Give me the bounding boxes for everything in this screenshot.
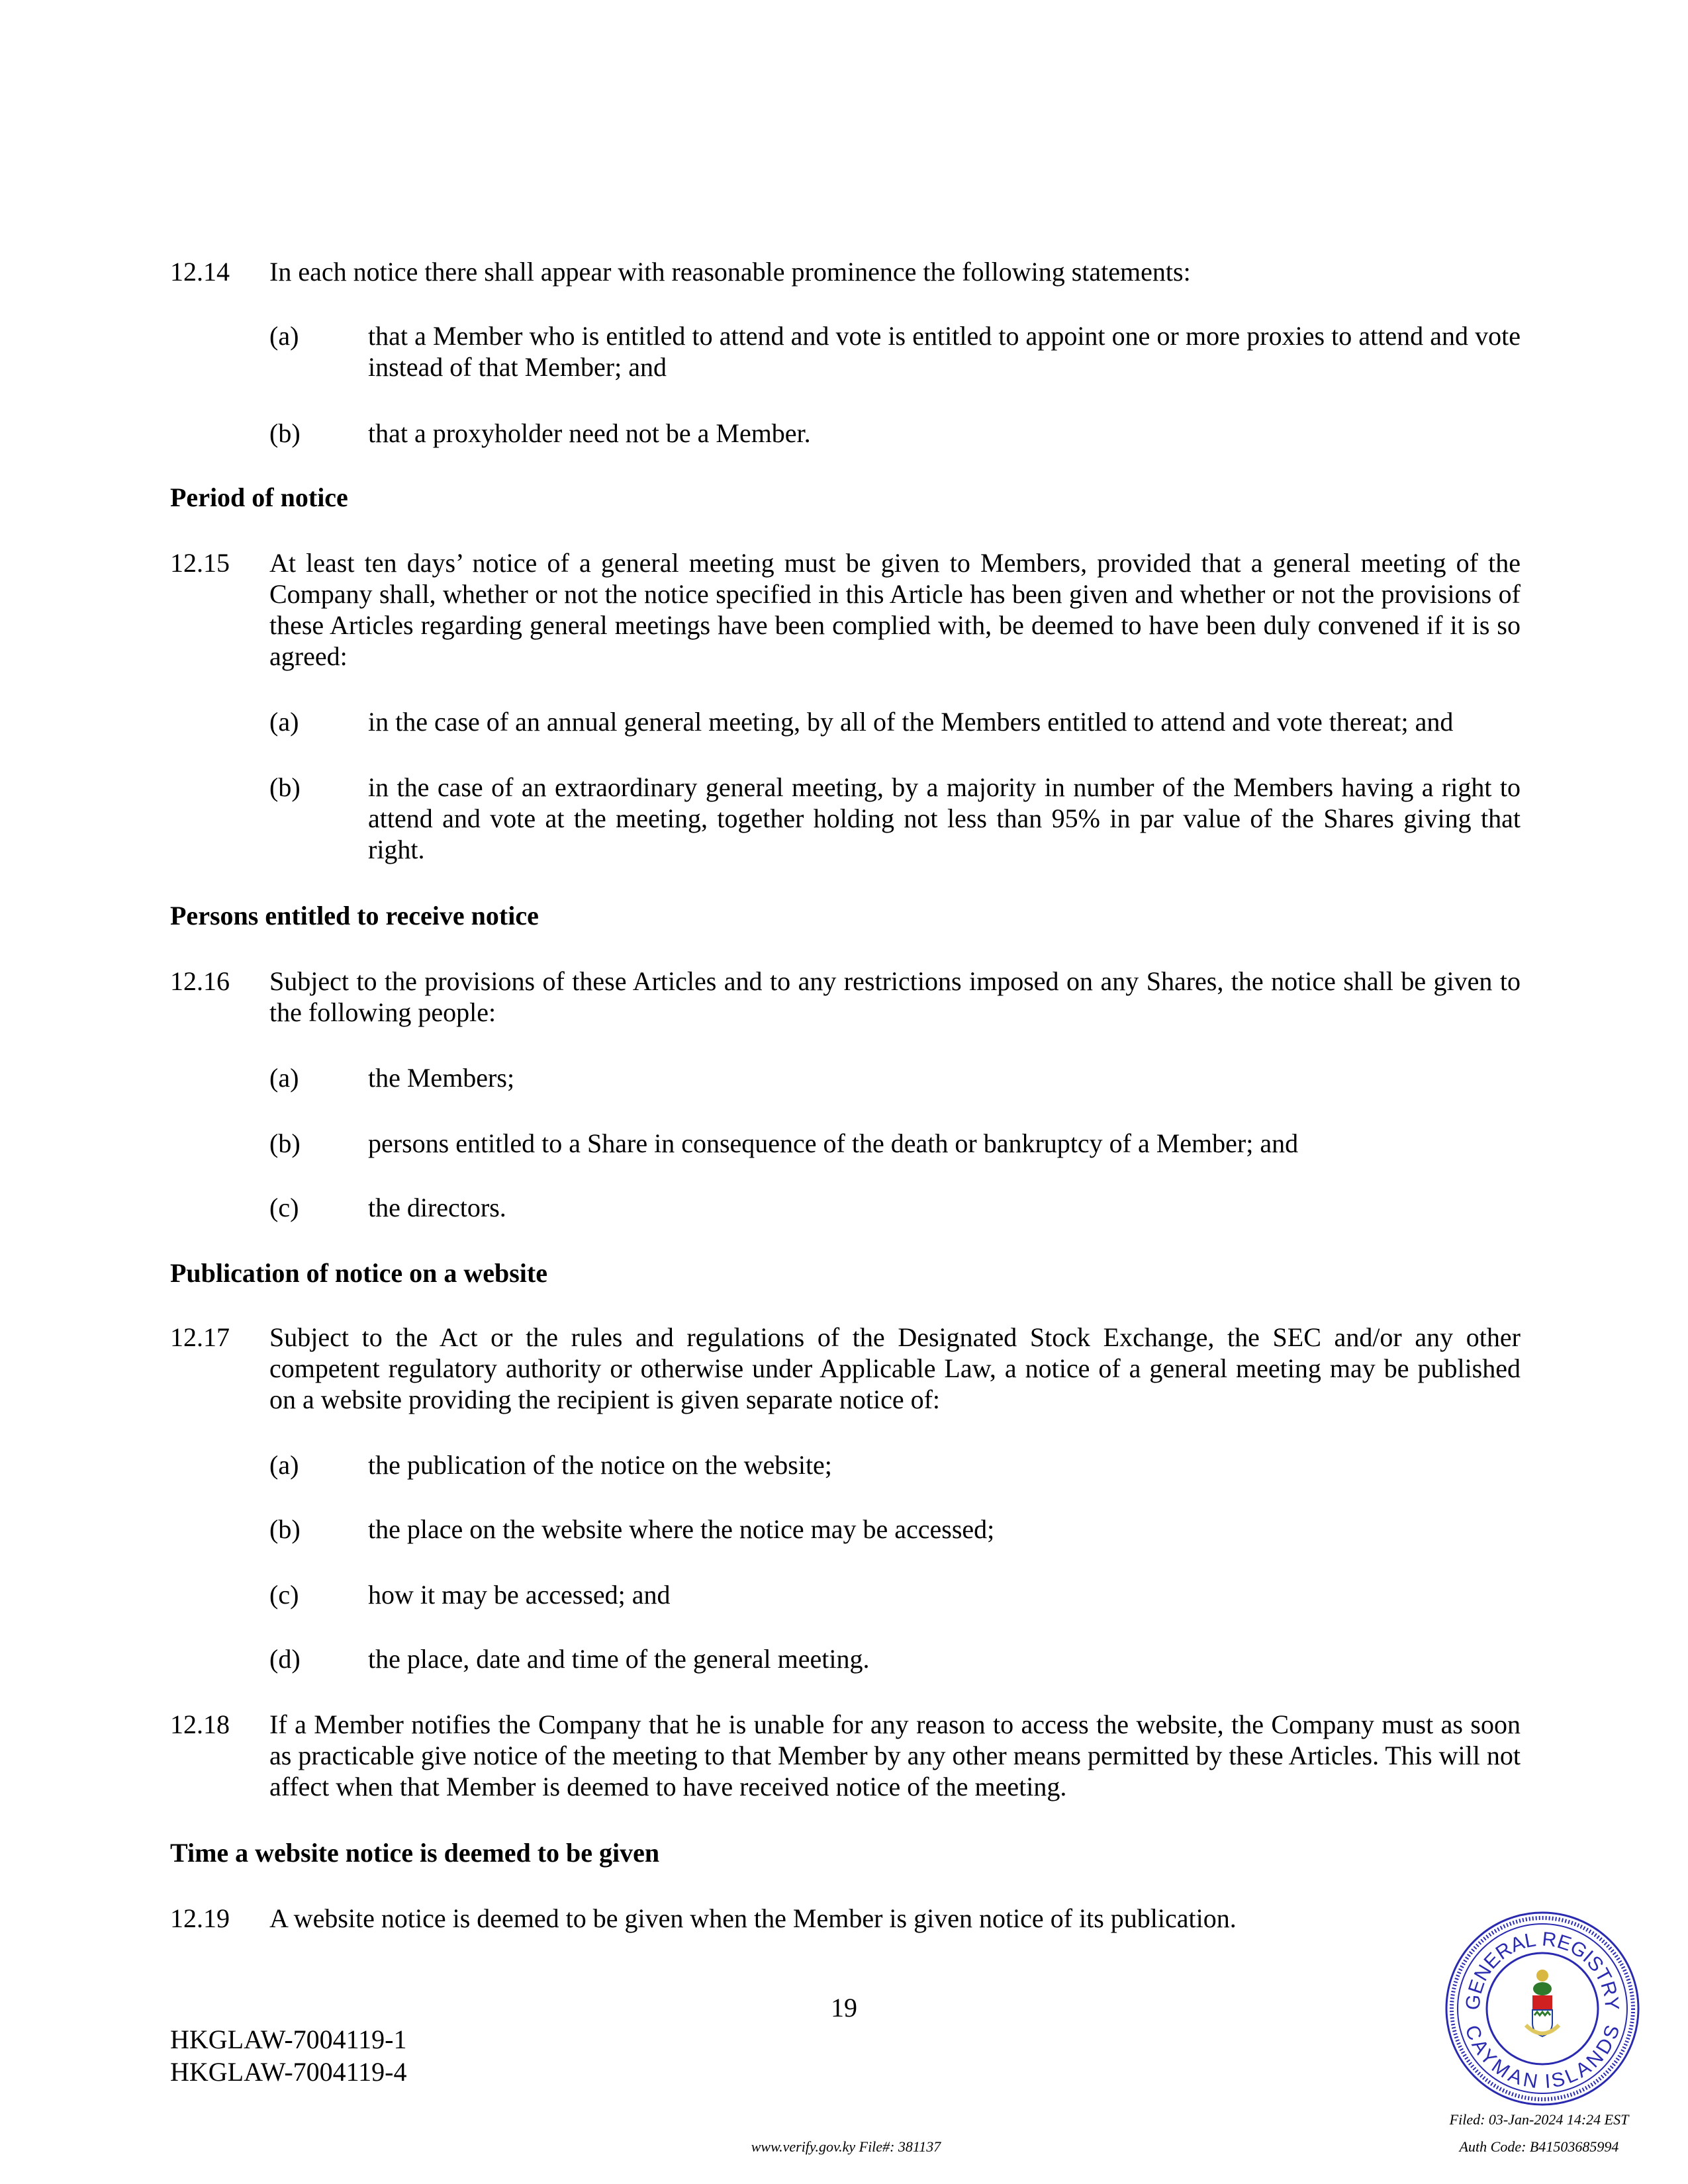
auth-code: Auth Code: B41503685994 [1459, 2138, 1619, 2155]
section-heading: Persons entitled to receive notice [170, 901, 539, 931]
clause-text: In each notice there shall appear with reasonable prominence the following statements: [269, 257, 1191, 287]
doc-id: HKGLAW-7004119-4 [170, 2057, 407, 2087]
clause-number: 12.19 [170, 1903, 230, 1933]
filed-date: Filed: 03-Jan-2024 14:24 EST [1449, 2111, 1629, 2128]
item-label: (a) [269, 1450, 299, 1480]
item-label: (a) [269, 1063, 299, 1093]
page-number: 19 [831, 1993, 857, 2023]
general-registry-seal [1443, 1909, 1642, 2108]
item-label: (a) [269, 707, 299, 737]
item-text: in the case of an annual general meeting, by all of the Members entitled to attend and vote thereat; and [368, 707, 1454, 737]
item-text: how it may be accessed; and [368, 1580, 671, 1610]
svg-text:CAYMAN ISLANDS: CAYMAN ISLANDS [1460, 2022, 1624, 2093]
verify-footer: www.verify.gov.ky File#: 381137 [751, 2138, 941, 2155]
item-label: (c) [269, 1580, 299, 1610]
clause-number: 12.14 [170, 257, 230, 287]
item-label: (a) [269, 321, 299, 351]
clause-number: 12.15 [170, 548, 230, 578]
item-label: (d) [269, 1644, 301, 1674]
item-label: (b) [269, 418, 301, 448]
item-text: the place, date and time of the general meeting. [368, 1644, 870, 1674]
coat-of-arms-icon [1526, 1970, 1559, 2036]
clause-number: 12.16 [170, 966, 230, 996]
item-text: the publication of the notice on the website; [368, 1450, 832, 1480]
item-text: that a Member who is entitled to attend and vote is entitled to appoint one or more proxies to attend and vote instead of that Member; and [368, 321, 1521, 382]
clause-text: At least ten days’ notice of a general meeting must be given to Members, provided that a general meeting of the Company shall, whether or not the notice specified in this Article has been given and whether or not the provisions of these Articles regarding general meetings have been complied with, be deemed to have been duly convened if it is so agreed: [269, 548, 1521, 671]
section-heading: Publication of notice on a website [170, 1258, 547, 1288]
section-heading: Time a website notice is deemed to be given [170, 1838, 660, 1868]
clause-number: 12.17 [170, 1322, 230, 1352]
item-text: the directors. [368, 1193, 506, 1222]
item-label: (c) [269, 1193, 299, 1222]
section-heading: Period of notice [170, 482, 348, 512]
item-label: (b) [269, 772, 301, 802]
doc-id: HKGLAW-7004119-1 [170, 2025, 407, 2054]
clause-number: 12.18 [170, 1709, 230, 1739]
svg-text:GENERAL REGISTRY: GENERAL REGISTRY [1462, 1928, 1623, 2011]
item-label: (b) [269, 1514, 301, 1544]
item-text: the place on the website where the notice may be accessed; [368, 1514, 995, 1544]
clause-text: Subject to the Act or the rules and regulations of the Designated Stock Exchange, the SEC and/or any other competent regulatory authority or otherwise under Applicable Law, a notice of a general meeting may be published on a website providing the recipient is given separate notice of: [269, 1322, 1521, 1414]
item-text: in the case of an extraordinary general meeting, by a majority in number of the Members having a right to attend and vote at the meeting, together holding not less than 95% in par value of the Shares giving that right. [368, 772, 1521, 864]
clause-text: A website notice is deemed to be given when the Member is given notice of its publication. [269, 1903, 1237, 1933]
clause-text: Subject to the provisions of these Articles and to any restrictions imposed on any Shares, the notice shall be given to the following people: [269, 966, 1521, 1027]
item-text: that a proxyholder need not be a Member. [368, 418, 811, 448]
item-text: persons entitled to a Share in consequence of the death or bankruptcy of a Member; and [368, 1128, 1299, 1158]
item-text: the Members; [368, 1063, 515, 1093]
item-label: (b) [269, 1128, 301, 1158]
clause-text: If a Member notifies the Company that he is unable for any reason to access the website, the Company must as soon as practicable give notice of the meeting to that Member by any other means permitted by these Articles. This will not affect when that Member is deemed to have received notice of the meeting. [269, 1709, 1521, 1801]
